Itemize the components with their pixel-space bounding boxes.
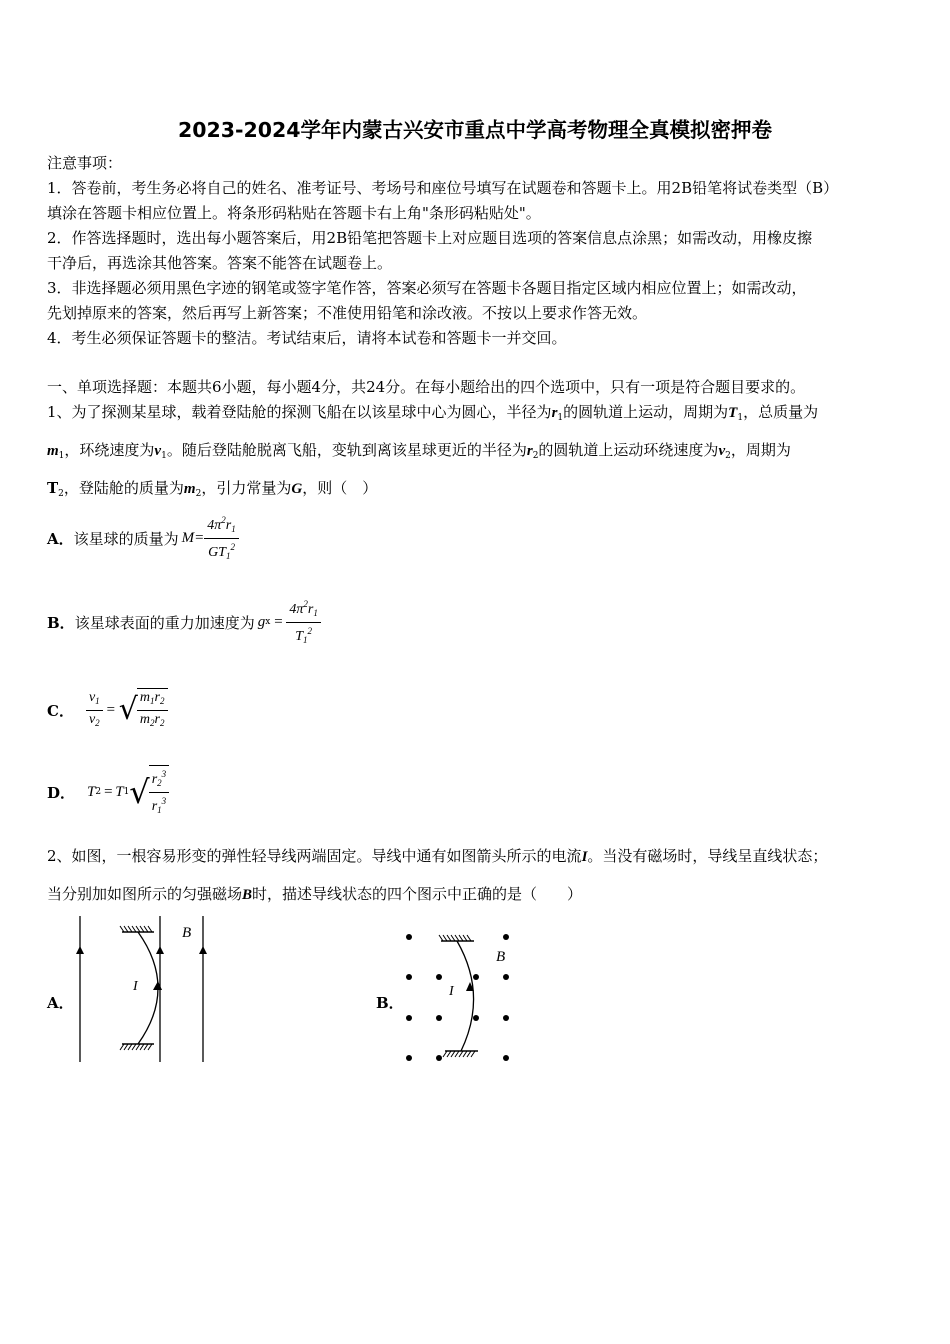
notice-line: 2．作答选择题时，选出每小题答案后，用2B铅笔把答题卡上对应题目选项的答案信息点涂黑；如需改动，用橡皮擦: [47, 229, 813, 247]
field-label: B: [496, 949, 506, 965]
hatch-icon: [120, 926, 152, 932]
q1-option-b[interactable]: B． 该星球表面的重力加速度为 g x = $\frac{4\pi^2r_1}{T_1^2}$: [47, 597, 321, 647]
q1-option-d[interactable]: D． T 2 = T 1 √ $\frac{r_2^3}{r_1^3}$: [47, 764, 169, 820]
formula-fraction: $\frac{4\pi^2r_1}{GT_1^2}$: [204, 512, 238, 565]
wire: [457, 941, 474, 1051]
field-label: B: [182, 925, 192, 941]
page-title: 2023-2024学年内蒙古兴安市重点中学高考物理全真模拟密押卷: [177, 118, 773, 142]
q2-figure-a: [70, 912, 220, 1067]
notice-line: 干净后，再选涂其他答案。答案不能答在试题卷上。: [47, 254, 393, 272]
arrow-up-icon: [156, 946, 164, 954]
notice-line: 3．非选择题必须用黑色字迹的钢笔或签字笔作答，答案必须写在答题卡各题目指定区域内相应位置上；如需改动，: [47, 279, 807, 297]
field-dot: [503, 1055, 509, 1061]
hatch-icon: [120, 1044, 152, 1050]
current-label: I: [449, 984, 454, 999]
field-dot: [503, 974, 509, 980]
field-dot: [406, 1015, 412, 1021]
q2-stem-line2: 当分别加如图所示的匀强磁场B时，描述导线状态的四个图示中正确的是（ ）: [47, 885, 583, 903]
q2-stem-line1: 2、如图，一根容易形变的弹性轻导线两端固定。导线中通有如图箭头所示的电流I。当没有磁场时，导线呈直线状态；: [47, 847, 828, 865]
formula-fraction: $\frac{v_1}{v_2}$: [86, 689, 103, 732]
field-dot: [406, 974, 412, 980]
notice-line: 先划掉原来的答案，然后再写上新答案；不准使用铅笔和涂改液。不按以上要求作答无效。: [47, 304, 648, 322]
formula-fraction: $\frac{r_2^3}{r_1^3}$: [149, 765, 169, 819]
q1-option-c[interactable]: C． $\frac{v_1}{v_2}$ = √ $\frac{m_1r_2}{m_2r_2}$: [47, 684, 168, 736]
field-dot: [406, 1055, 412, 1061]
current-label: I: [133, 979, 138, 994]
q1-stem-line3: $T_2$，登陆舱的质量为$m_2$，引力常量为G，则（ ）: [47, 479, 378, 499]
notice-line: 1．答卷前，考生务必将自己的姓名、准考证号、考场号和座位号填写在试题卷和答题卡上。用2B铅笔将试卷类型（B）: [47, 179, 839, 197]
q2-figure-b: [400, 925, 520, 1070]
sqrt-icon: √: [129, 773, 150, 811]
field-dot: [436, 1015, 442, 1021]
sqrt-icon: √: [118, 692, 138, 727]
field-dot: [436, 974, 442, 980]
q2-option-a-label[interactable]: A．: [47, 994, 74, 1012]
field-dot: [473, 1015, 479, 1021]
hatch-icon: [443, 1051, 475, 1057]
formula-fraction: $\frac{m_1r_2}{m_2r_2}$: [137, 688, 168, 732]
q2-option-b-label[interactable]: B．: [376, 994, 404, 1012]
field-dot: [436, 1055, 442, 1061]
notice-line: 4．考生必须保证答题卡的整洁。考试结束后，请将本试卷和答题卡一并交回。: [47, 329, 567, 347]
notice-heading: 注意事项：: [47, 154, 123, 172]
field-dot: [503, 1015, 509, 1021]
q1-stem-line2: $m_1$，环绕速度为$v_1$。随后登陆舱脱离飞船，变轨到离该星球更近的半径为$r_2$的圆轨道上运动环绕速度为$v_2$，周期为: [47, 441, 791, 461]
section-heading: 一、单项选择题：本题共6小题，每小题4分，共24分。在每小题给出的四个选项中，只有一项是符合题目要求的。: [47, 378, 806, 396]
notice-line: 填涂在答题卡相应位置上。将条形码粘贴在答题卡右上角"条形码粘贴处"。: [47, 204, 541, 222]
arrow-up-icon: [76, 946, 84, 954]
q1-option-a[interactable]: A． 该星球的质量为 M = $\frac{4\pi^2r_1}{GT_1^2}$: [47, 513, 239, 563]
field-dot: [503, 934, 509, 940]
arrow-up-icon: [199, 946, 207, 954]
q1-stem-line1: 1、为了探测某星球，载着登陆舱的探测飞船在以该星球中心为圆心，半径为$r_1$的圆轨道上运动，周期为$T_1$，总质量为: [47, 403, 819, 423]
formula-fraction: $\frac{4\pi^2r_1}{T_1^2}$: [286, 596, 320, 649]
hatch-icon: [439, 935, 471, 941]
field-dot: [406, 934, 412, 940]
field-dot: [473, 974, 479, 980]
